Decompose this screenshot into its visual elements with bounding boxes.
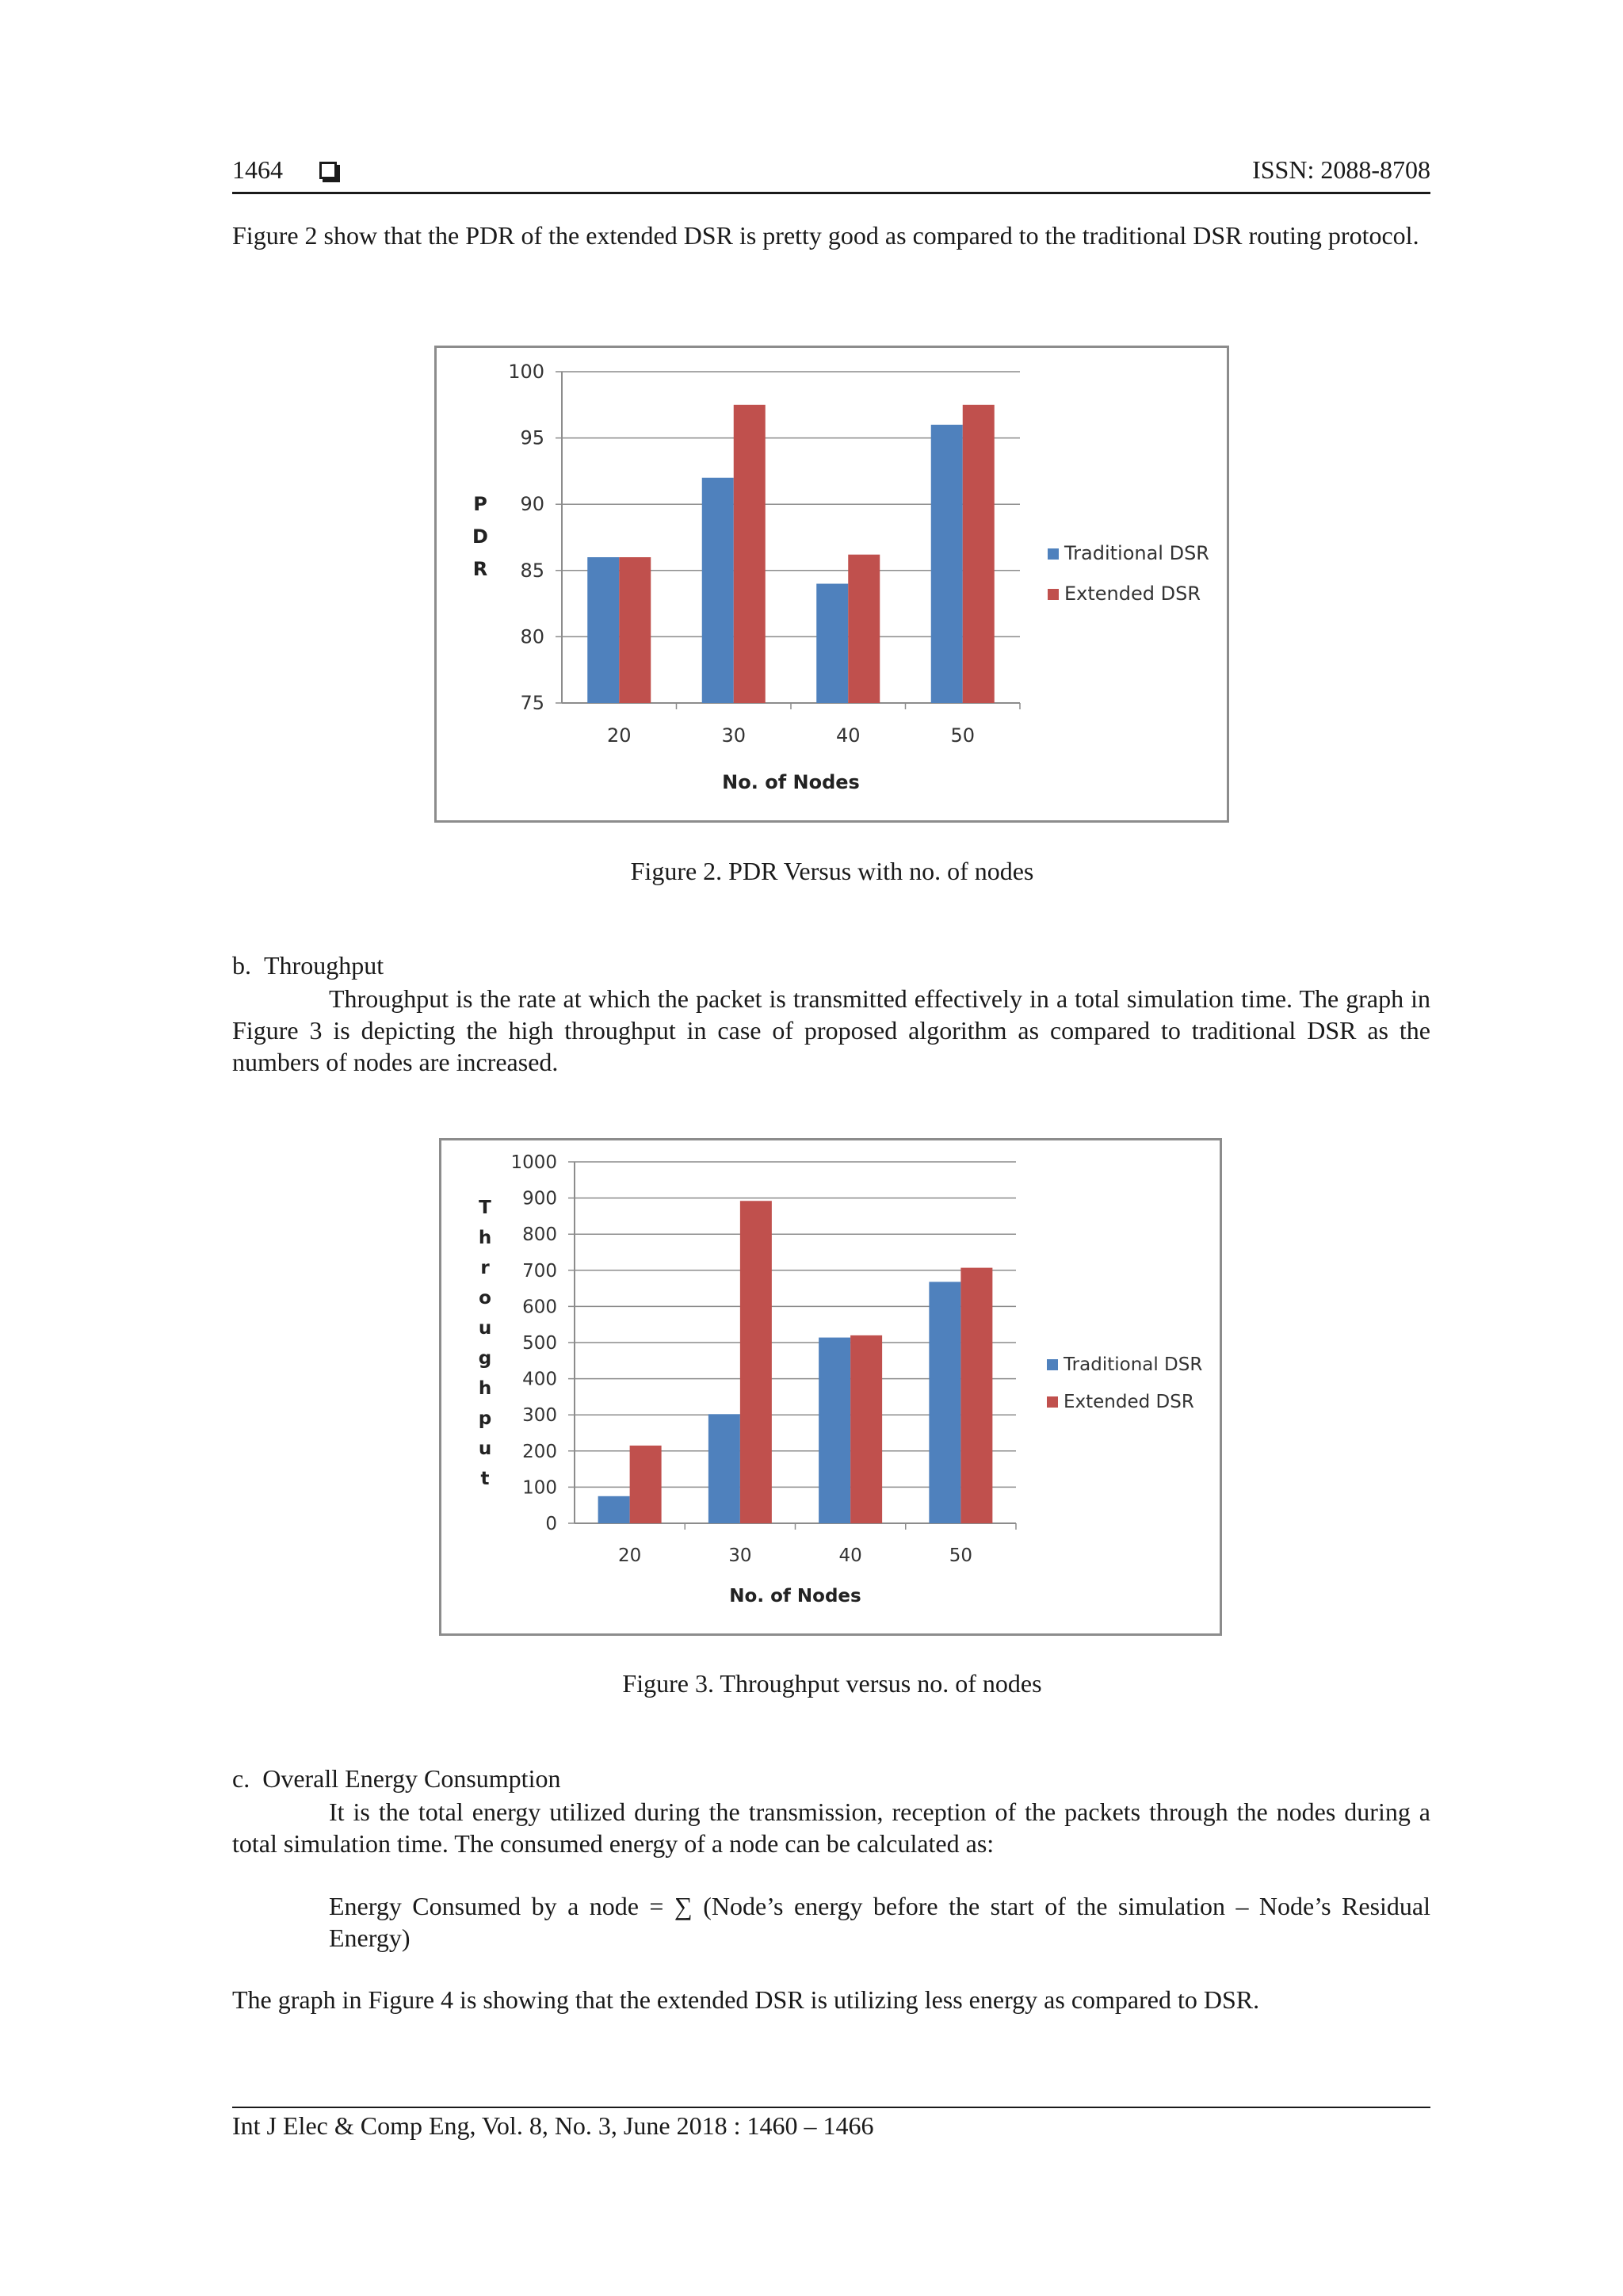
y-axis-label-letter: g bbox=[478, 1348, 492, 1369]
bar-extended-30 bbox=[740, 1201, 772, 1523]
y-tick-label: 90 bbox=[520, 493, 544, 516]
y-axis-label-letter: o bbox=[479, 1288, 491, 1308]
y-tick-label: 80 bbox=[520, 625, 544, 648]
x-tick-label: 50 bbox=[949, 1545, 973, 1566]
legend-label-traditional: Traditional DSR bbox=[1064, 542, 1209, 564]
intro-paragraph: Figure 2 show that the PDR of the extended DSR is pretty good as compared to the traditional DSR routing protocol. bbox=[232, 221, 1419, 250]
header-rule bbox=[232, 192, 1430, 194]
section-c-heading: c. Overall Energy Consumption bbox=[232, 1764, 561, 1793]
x-tick-label: 50 bbox=[950, 724, 976, 747]
pdr-chart bbox=[437, 348, 1227, 820]
y-tick-label: 1000 bbox=[510, 1152, 557, 1173]
figure-3-caption: Figure 3. Throughput versus no. of nodes bbox=[622, 1669, 1042, 1698]
y-tick-label: 600 bbox=[522, 1297, 557, 1318]
bar-traditional-50 bbox=[929, 1282, 960, 1523]
bar-extended-20 bbox=[619, 557, 651, 703]
y-tick-label: 100 bbox=[508, 361, 544, 383]
y-axis-label-letter: u bbox=[478, 1438, 492, 1459]
y-axis-label-letter: T bbox=[479, 1198, 491, 1218]
y-tick-label: 85 bbox=[520, 559, 544, 582]
figure-3-frame bbox=[439, 1138, 1222, 1636]
y-tick-label: 500 bbox=[522, 1333, 557, 1354]
box-bullet-icon bbox=[319, 162, 337, 179]
throughput-chart bbox=[441, 1140, 1220, 1633]
y-tick-label: 75 bbox=[520, 692, 544, 714]
y-axis-label-letter: r bbox=[480, 1258, 490, 1278]
bar-extended-40 bbox=[848, 555, 880, 703]
x-axis-label: No. of Nodes bbox=[729, 1586, 861, 1606]
bar-traditional-50 bbox=[931, 425, 963, 703]
bar-traditional-30 bbox=[702, 478, 734, 703]
x-tick-label: 40 bbox=[835, 724, 861, 747]
legend-swatch-traditional bbox=[1047, 1359, 1058, 1370]
x-tick-label: 20 bbox=[606, 724, 632, 747]
bar-traditional-20 bbox=[587, 557, 619, 703]
bar-extended-40 bbox=[850, 1335, 882, 1523]
y-tick-label: 800 bbox=[522, 1224, 557, 1246]
footer-rule bbox=[232, 2107, 1430, 2108]
y-tick-label: 100 bbox=[522, 1477, 557, 1499]
x-tick-label: 40 bbox=[838, 1545, 862, 1566]
legend-label-traditional: Traditional DSR bbox=[1064, 1354, 1203, 1375]
x-tick-label: 30 bbox=[728, 1545, 752, 1566]
legend-swatch-traditional bbox=[1048, 548, 1059, 560]
energy-formula: Energy Consumed by a node = ∑ (Node’s energy before the start of the simulation – Node’s Residual Energy) bbox=[329, 1892, 1430, 1952]
y-axis-label-letter: t bbox=[480, 1469, 490, 1489]
figure-2-caption: Figure 2. PDR Versus with no. of nodes bbox=[630, 857, 1034, 885]
y-axis-label-letter: D bbox=[472, 525, 488, 548]
section-b-paragraph: Throughput is the rate at which the packet is transmitted effectively in a total simulation time. The graph in Figure 3 is depicting the high throughput in case of proposed algorithm as compared to traditional DSR as the numbers of nodes are increased. bbox=[232, 984, 1430, 1076]
y-tick-label: 900 bbox=[522, 1188, 557, 1209]
y-tick-label: 400 bbox=[522, 1369, 557, 1390]
bar-traditional-20 bbox=[598, 1496, 630, 1523]
page-number: 1464 bbox=[232, 155, 283, 184]
legend-label-extended: Extended DSR bbox=[1064, 1392, 1194, 1412]
y-tick-label: 300 bbox=[522, 1405, 557, 1427]
section-c-paragraph: It is the total energy utilized during the transmission, reception of the packets through the nodes during a total simulation time. The consumed energy of a node can be calculated as: bbox=[232, 1797, 1430, 1858]
legend-swatch-extended bbox=[1047, 1396, 1058, 1408]
y-axis-label-letter: R bbox=[472, 558, 488, 580]
x-tick-label: 30 bbox=[721, 724, 747, 747]
y-axis-label-letter: h bbox=[478, 1228, 492, 1248]
y-tick-label: 0 bbox=[545, 1514, 557, 1534]
bar-extended-50 bbox=[960, 1268, 992, 1523]
section-c-closing: The graph in Figure 4 is showing that the extended DSR is utilizing less energy as compared to DSR. bbox=[232, 1985, 1260, 2014]
y-axis-label-letter: p bbox=[478, 1408, 492, 1429]
y-tick-label: 200 bbox=[522, 1441, 557, 1462]
bar-extended-20 bbox=[630, 1446, 662, 1523]
y-axis-label-letter: P bbox=[473, 493, 487, 515]
bar-traditional-30 bbox=[708, 1414, 740, 1523]
x-axis-label: No. of Nodes bbox=[722, 771, 860, 793]
y-axis-label-letter: u bbox=[478, 1318, 492, 1339]
y-tick-label: 95 bbox=[520, 426, 544, 449]
footer-citation: Int J Elec & Comp Eng, Vol. 8, No. 3, June 2018 : 1460 – 1466 bbox=[232, 2111, 874, 2140]
legend-swatch-extended bbox=[1048, 589, 1059, 600]
section-b-heading: b. Throughput bbox=[232, 951, 384, 980]
y-tick-label: 700 bbox=[522, 1260, 557, 1282]
page-header-left bbox=[232, 155, 337, 185]
bar-traditional-40 bbox=[819, 1338, 850, 1523]
bar-extended-50 bbox=[963, 405, 995, 703]
legend-label-extended: Extended DSR bbox=[1064, 583, 1201, 605]
figure-2-frame bbox=[434, 346, 1229, 823]
bar-traditional-40 bbox=[816, 584, 848, 703]
x-tick-label: 20 bbox=[617, 1545, 642, 1566]
issn: ISSN: 2088-8708 bbox=[1252, 155, 1430, 184]
bar-extended-30 bbox=[734, 405, 766, 703]
y-axis-label-letter: h bbox=[478, 1378, 492, 1399]
